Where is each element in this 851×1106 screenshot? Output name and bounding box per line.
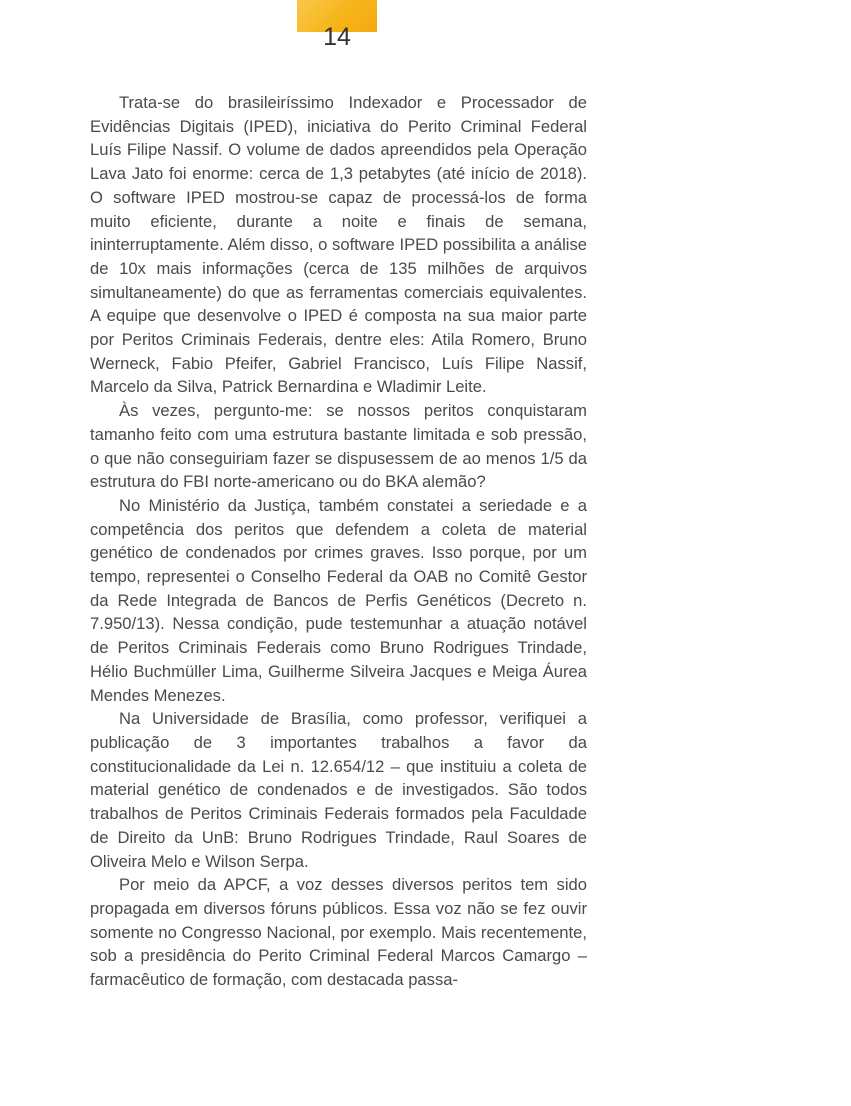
paragraph-apcf: Por meio da APCF, a voz desses diversos peritos tem sido propagada em diversos fóruns públicos. Essa voz não se fez ouvir somente no Congresso Nacional, por exemplo. Mais recentemente, sob a presidência do Perito Criminal Federal Marcos Camargo – farmacêutico de formação, com destacada passa- [90,875,587,990]
paragraph-iped: Trata-se do brasileiríssimo Indexador e Processador de Evidências Digitais (IPED), iniciativa do Perito Criminal Federal Luís Filipe Nassif. O volume de dados apreendidos pela Operação Lava Jato foi enorme: cerca de 1,3 petabytes (até início de 2018). O software IPED mostrou-se capaz de processá-los de forma muito eficiente, durante a noite e finais de semana, ininterruptamente. Além disso, o software IPED possibilita a análise de 10x mais informações (cerca de 135 milhões de arquivos simultaneamente) do que as ferramentas comerciais equivalentes. A equipe que desenvolve o IPED é composta na sua maior parte por Peritos Criminais Federais, dentre eles: Atila Romero, Bruno Werneck, Fabio Pfeifer, Gabriel Francisco, Luís Filipe Nassif, Marcelo da Silva, Patrick Bernardina e Wladimir Leite. [90,93,587,397]
paragraph-ministerio: No Ministério da Justiça, também constatei a seriedade e a competência dos peritos que defendem a coleta de material genético de condenados por crimes graves. Isso porque, por um tempo, representei o Conselho Federal da OAB no Comitê Gestor da Rede Integrada de Bancos de Perfis Genéticos (Decreto n. 7.950/13). Nessa condição, pude testemunhar a atuação notável de Peritos Criminais Federais como Bruno Rodrigues Trindade, Hélio Buchmüller Lima, Guilherme Silveira Jacques e Meiga Áurea Mendes Menezes. [90,495,587,705]
body-text [90,91,587,992]
paragraph-question: Às vezes, pergunto-me: se nossos peritos conquistaram tamanho feito com uma estrutura bastante limitada e sob pressão, o que não conseguiriam fazer se dispusessem de ao menos 1/5 da estrutura do FBI norte-americano ou do BKA alemão? [90,401,587,492]
page-number: 14 [323,23,351,51]
paragraph-universidade: Na Universidade de Brasília, como professor, verifiquei a publicação de 3 importantes trabalhos a favor da constitucionalidade da Lei n. 12.654/12 – que instituiu a coleta de material genético de condenados e de investigados. São todos trabalhos de Peritos Criminais Federais formados pela Faculdade de Direito da UnB: Bruno Rodrigues Trindade, Raul Soares de Oliveira Melo e Wilson Serpa. [90,709,587,871]
